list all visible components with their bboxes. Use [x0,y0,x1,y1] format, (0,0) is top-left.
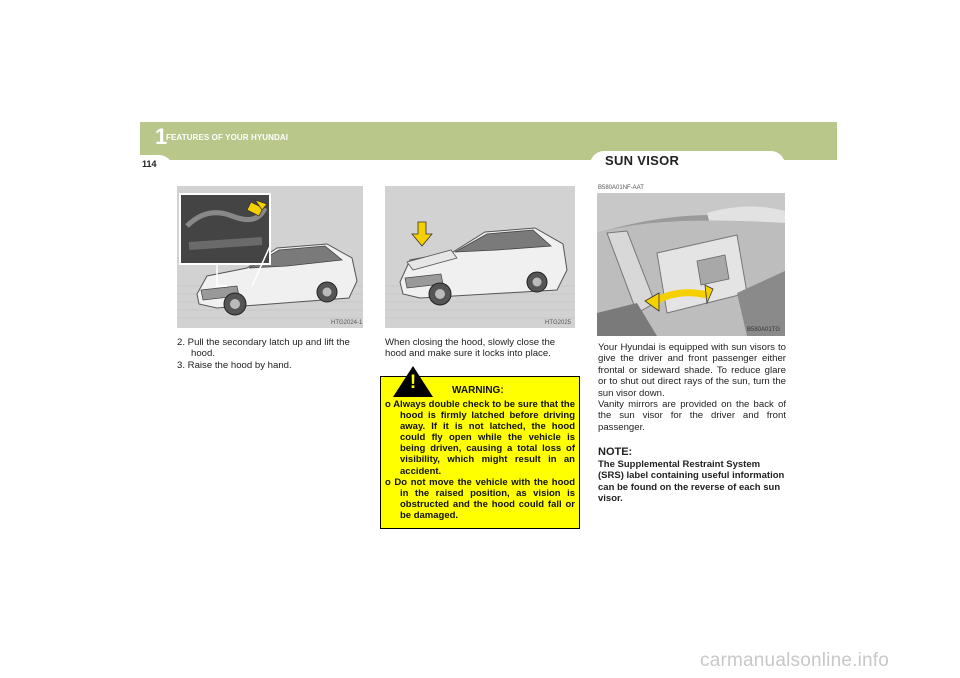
hood-opening-steps [177,337,365,371]
watermark: carmanualsonline.info [700,650,890,671]
sun-visor-illustration [597,193,785,336]
warning-heading: WARNING: [452,385,504,396]
figure-code: HTG2025 [545,320,572,326]
figure-closing-hood [385,186,575,328]
note-heading: NOTE: [598,446,633,458]
figure-code: HTG2024-1 [331,320,363,326]
sun-visor-paragraph: Your Hyundai is equipped with sun visors to give the driver and front passenger either frontal or sideward shade. To reduce glare or to shut out direct rays of the sun, turn the sun visor down. [598,342,786,399]
closing-hood-illustration [385,186,575,328]
vanity-mirror-paragraph: Vanity mirrors are provided on the back of the sun visor for the driver and front passenger. [598,399,786,433]
warning-item: o Always double check to be sure that the hood is firmly latched before driving away. If it is not latched, the hood could fly open while the vehicle is being driven, causing a total loss of visibility, which might result in an accident. [385,399,575,477]
section-title: SUN VISOR [605,153,680,168]
exclamation-icon: ! [409,372,417,393]
figure-code: B580A01TG [747,327,781,333]
chapter-number: 1 [155,124,168,149]
hood-latch-illustration [177,186,363,328]
step-item: 3. Raise the hood by hand. [177,359,292,371]
reference-code: B580A01NF-AAT [598,185,644,191]
figure-hood-latch [177,186,363,328]
warning-list [385,399,575,521]
figure-sun-visor [597,193,785,336]
closing-hood-paragraph: When closing the hood, slowly close the hood and make sure it locks into place. [385,337,556,360]
note-text: The Supplemental Restraint System (SRS) label containing useful information can be found on the reverse of each sun visor. [598,459,785,504]
page-number: 114 [142,159,157,169]
warning-item: o Do not move the vehicle with the hood in the raised position, as vision is obstructed and the hood could fall or be damaged. [385,476,575,521]
sun-visor-description [598,342,786,433]
step-item: 2. Pull the secondary latch up and lift the hood. [177,337,350,360]
chapter-title: FEATURES OF YOUR HYUNDAI [166,133,289,142]
